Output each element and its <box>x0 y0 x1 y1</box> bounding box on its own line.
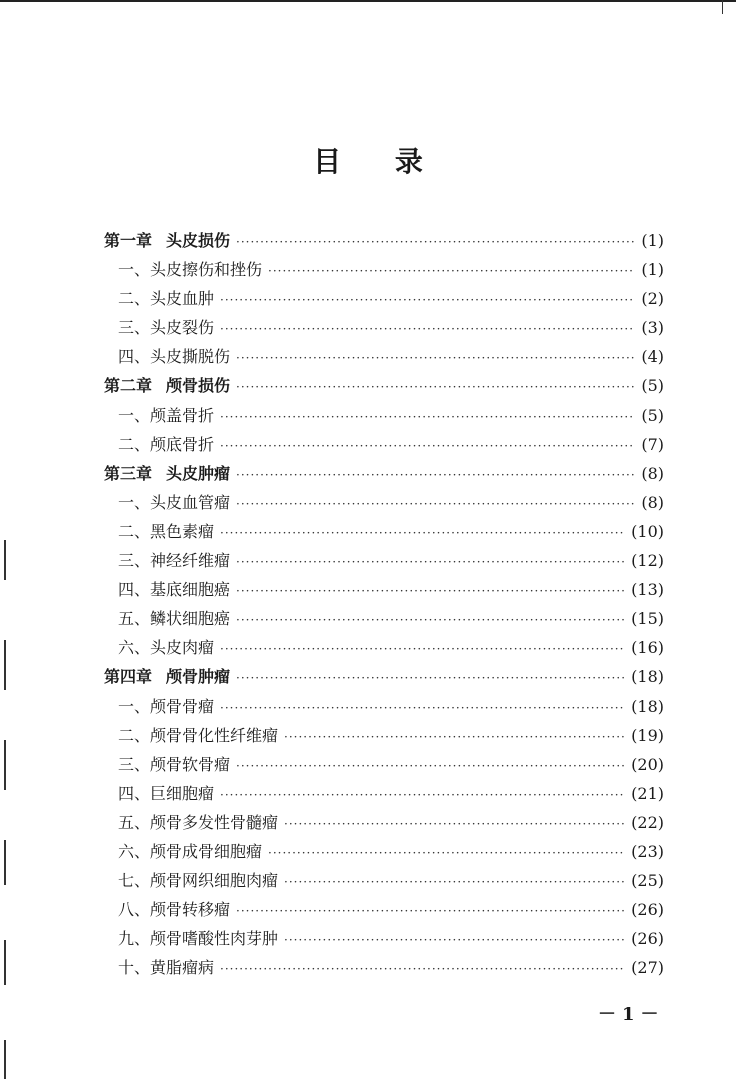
toc-page-number: (10) <box>631 521 664 541</box>
dot-leader <box>268 839 625 868</box>
toc-section-entry <box>104 692 664 721</box>
toc-page-number: (18) <box>631 696 664 716</box>
toc-entry-text: 四、基底细胞癌 <box>118 580 231 600</box>
toc-section-entry <box>104 750 664 779</box>
toc-page-number: (16) <box>631 638 664 658</box>
dot-leader <box>236 344 635 373</box>
toc-entry-label <box>118 313 214 342</box>
toc-entry-text: 八、颅骨转移瘤 <box>118 900 231 920</box>
toc-entry-text: 三、颅骨软骨瘤 <box>118 754 231 774</box>
dot-leader <box>236 373 635 402</box>
toc-entry-label <box>118 633 214 662</box>
toc-entry-text: 三、头皮裂伤 <box>118 318 215 338</box>
toc-page-number: (8) <box>641 463 664 483</box>
margin-scan-mark <box>4 940 6 985</box>
dot-leader <box>236 606 625 635</box>
toc-entry-label <box>118 837 262 866</box>
margin-scan-mark <box>4 540 6 580</box>
toc-section-entry <box>104 255 664 284</box>
toc-page-number: (12) <box>631 551 664 571</box>
toc-entry-label <box>118 575 230 604</box>
dot-leader <box>220 315 635 344</box>
toc-entry-label <box>104 459 230 488</box>
toc-page-number: (20) <box>631 754 664 774</box>
toc-entry-label <box>118 779 214 808</box>
page-title: 目 录 <box>313 145 445 178</box>
toc-entry-label <box>118 604 230 633</box>
toc-section-entry <box>104 575 664 604</box>
top-border-rule <box>0 0 736 2</box>
toc-section-entry <box>104 430 664 459</box>
toc-entry-label <box>118 546 230 575</box>
toc-entry-text: 二、头皮血肿 <box>118 289 215 309</box>
toc-entry-label <box>118 692 214 721</box>
toc-entry-label <box>104 662 230 691</box>
toc-page-number: (21) <box>631 783 664 803</box>
toc-section-entry <box>104 895 664 924</box>
toc-page-number: (13) <box>631 580 664 600</box>
toc-entry-text: 一、头皮血管瘤 <box>118 492 231 512</box>
dot-leader <box>236 548 625 577</box>
toc-entry-text: 颅骨损伤 <box>166 376 231 396</box>
toc-page-number: (18) <box>631 667 664 687</box>
toc-chapter-entry <box>104 226 664 255</box>
toc-page-number: (19) <box>631 725 664 745</box>
toc-section-entry <box>104 284 664 313</box>
toc-section-entry <box>104 779 664 808</box>
toc-entry-text: 十、黄脂瘤病 <box>118 958 215 978</box>
toc-page-number: (5) <box>641 405 664 425</box>
dot-leader <box>236 228 635 257</box>
toc-entry-label <box>118 750 230 779</box>
toc-section-entry <box>104 924 664 953</box>
dot-leader <box>220 781 625 810</box>
toc-entry-label <box>104 226 230 255</box>
toc-page-number: (1) <box>641 260 664 280</box>
toc-entry-label <box>118 866 278 895</box>
toc-chapter-number: 第三章 <box>104 463 153 483</box>
toc-entry-text: 二、颅骨骨化性纤维瘤 <box>118 725 279 745</box>
toc-entry-label <box>118 430 214 459</box>
toc-page-number: (4) <box>641 347 664 367</box>
toc-entry-text: 二、黑色素瘤 <box>118 521 215 541</box>
toc-chapter-number: 第四章 <box>104 667 153 687</box>
toc-entry-label <box>118 924 278 953</box>
toc-page-number: (7) <box>641 434 664 454</box>
dot-leader <box>236 490 635 519</box>
toc-entry-label <box>118 721 278 750</box>
toc-section-entry <box>104 517 664 546</box>
toc-entry-text: 五、鳞状细胞癌 <box>118 609 231 629</box>
toc-entry-label <box>118 517 214 546</box>
dot-leader <box>236 461 635 490</box>
dot-leader <box>220 694 625 723</box>
toc-entry-label <box>118 284 214 313</box>
toc-entry-label <box>118 488 230 517</box>
toc-section-entry <box>104 721 664 750</box>
toc-entry-label <box>118 808 278 837</box>
toc-section-entry <box>104 837 664 866</box>
dot-leader <box>268 257 635 286</box>
toc-page-number: (25) <box>631 871 664 891</box>
margin-scan-mark <box>4 1040 6 1079</box>
toc-entry-text: 三、神经纤维瘤 <box>118 551 231 571</box>
dot-leader <box>236 664 625 693</box>
dot-leader <box>284 926 625 955</box>
toc-page-number: (2) <box>641 289 664 309</box>
toc-entry-label <box>118 255 262 284</box>
toc-page-number: (8) <box>641 492 664 512</box>
toc-section-entry <box>104 488 664 517</box>
dot-leader <box>284 868 625 897</box>
toc-entry-text: 六、头皮肉瘤 <box>118 638 215 658</box>
toc-entry-text: 五、颅骨多发性骨髓瘤 <box>118 812 279 832</box>
dot-leader <box>284 810 625 839</box>
dot-leader <box>236 577 625 606</box>
toc-entry-text: 四、巨细胞瘤 <box>118 783 215 803</box>
toc-entry-text: 九、颅骨嗜酸性肉芽肿 <box>118 929 279 949</box>
toc-entry-text: 一、颅骨骨瘤 <box>118 696 215 716</box>
toc-entry-text: 头皮损伤 <box>166 231 231 250</box>
toc-page-number: (26) <box>631 900 664 920</box>
corner-tick-mark <box>722 0 723 14</box>
toc-entry-label <box>118 953 214 982</box>
toc-section-entry <box>104 808 664 837</box>
toc-page-number: (15) <box>631 609 664 629</box>
toc-section-entry <box>104 604 664 633</box>
toc-chapter-number: 第一章 <box>104 231 153 250</box>
toc-chapter-entry <box>104 371 664 400</box>
margin-scan-mark <box>4 840 6 885</box>
toc-entry-text: 六、颅骨成骨细胞瘤 <box>118 841 263 861</box>
toc-section-entry <box>104 313 664 342</box>
dot-leader <box>220 635 625 664</box>
toc-entry-text: 四、头皮撕脱伤 <box>118 347 231 367</box>
toc-entry-text: 一、颅盖骨折 <box>118 405 215 425</box>
toc-section-entry <box>104 546 664 575</box>
toc-chapter-entry <box>104 662 664 691</box>
dot-leader <box>220 286 635 315</box>
toc-entry-text: 二、颅底骨折 <box>118 434 215 454</box>
margin-scan-mark <box>4 640 6 690</box>
margin-scan-mark <box>4 740 6 790</box>
toc-page-number: (1) <box>641 231 664 250</box>
toc-chapter-number: 第二章 <box>104 376 153 396</box>
table-of-contents <box>104 226 664 982</box>
toc-page-number: (22) <box>631 812 664 832</box>
toc-page-number: (23) <box>631 841 664 861</box>
toc-entry-text: 一、头皮擦伤和挫伤 <box>118 260 263 280</box>
toc-section-entry <box>104 342 664 371</box>
toc-entry-label <box>118 342 230 371</box>
toc-page-number: (27) <box>631 958 664 978</box>
toc-entry-text: 头皮肿瘤 <box>166 463 231 483</box>
toc-page-number: (3) <box>641 318 664 338</box>
dot-leader <box>220 519 625 548</box>
toc-entry-text: 颅骨肿瘤 <box>166 667 231 687</box>
dot-leader <box>220 403 635 432</box>
toc-section-entry <box>104 866 664 895</box>
toc-page-number: (5) <box>641 376 664 396</box>
toc-entry-label <box>104 371 230 400</box>
toc-entry-label <box>118 895 230 924</box>
toc-entry-label <box>118 401 214 430</box>
toc-chapter-entry <box>104 459 664 488</box>
page-number: －1－ <box>598 1004 665 1025</box>
toc-section-entry <box>104 953 664 982</box>
dot-leader <box>220 432 635 461</box>
toc-page-number: (26) <box>631 929 664 949</box>
toc-entry-text: 七、颅骨网织细胞肉瘤 <box>118 871 279 891</box>
dot-leader <box>284 723 625 752</box>
dot-leader <box>236 752 625 781</box>
dot-leader <box>220 955 625 984</box>
toc-section-entry <box>104 401 664 430</box>
toc-section-entry <box>104 633 664 662</box>
dot-leader <box>236 897 625 926</box>
